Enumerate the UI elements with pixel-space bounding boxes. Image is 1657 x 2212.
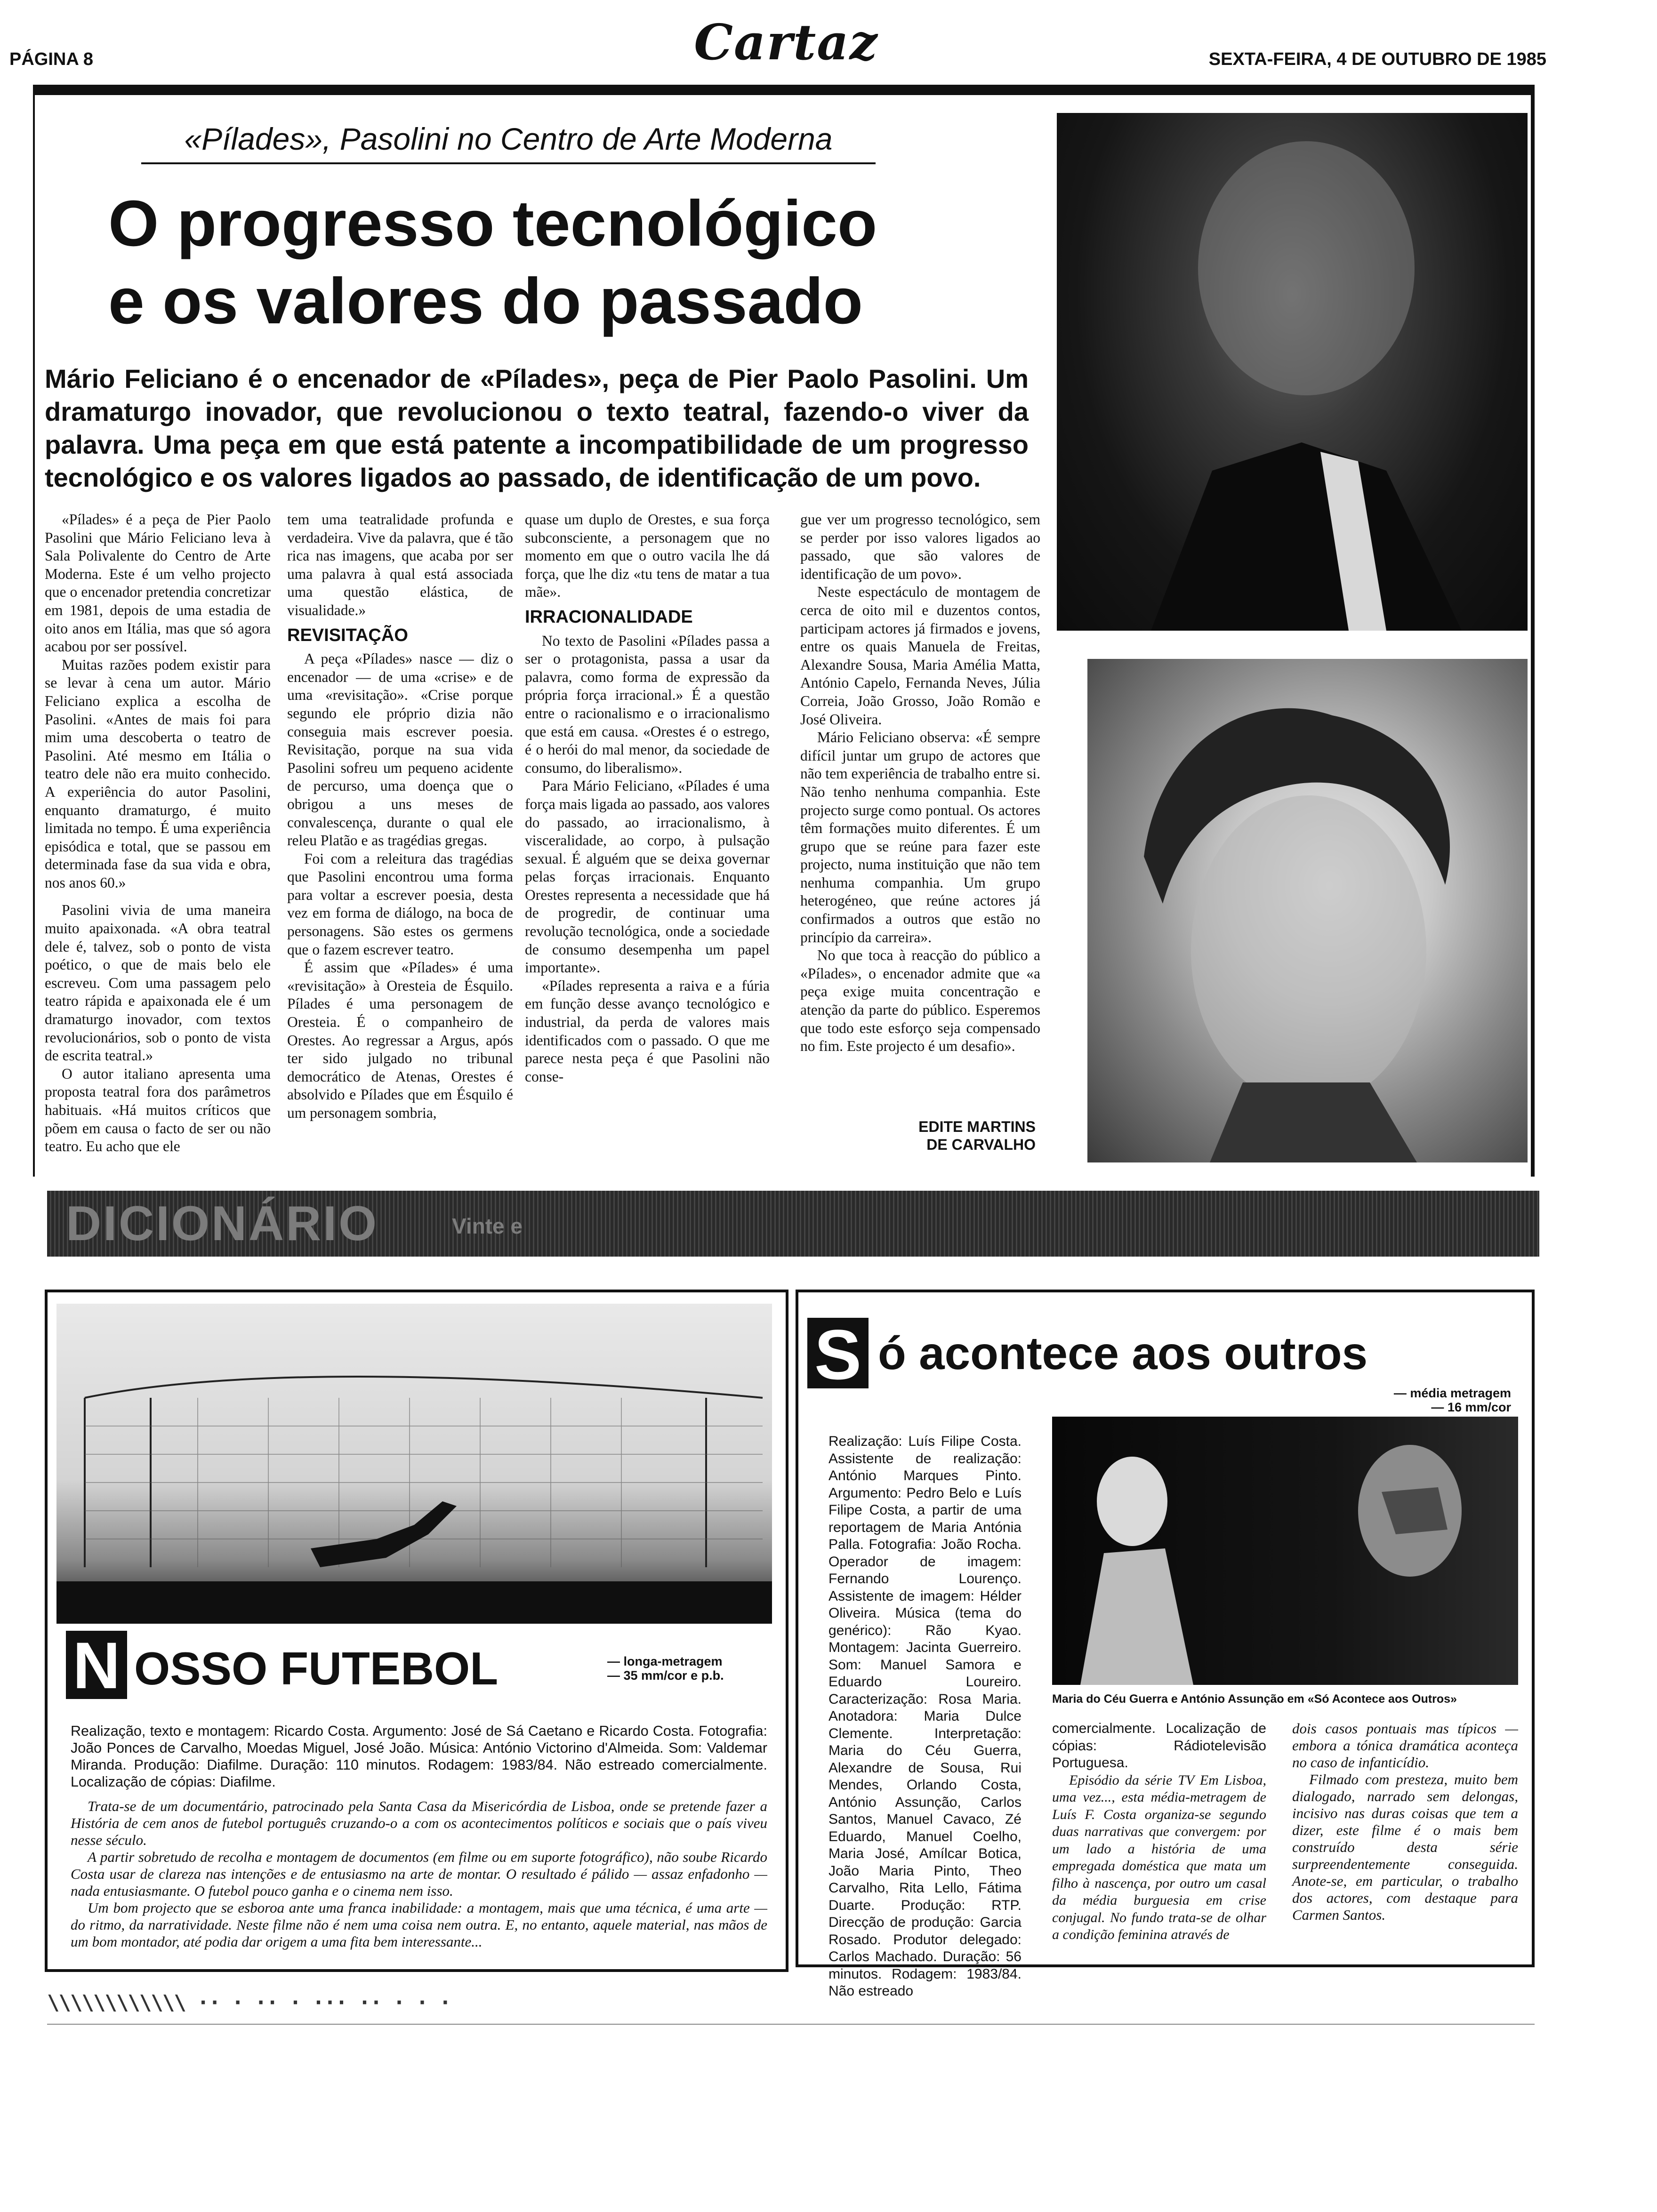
so-acontece-title: ó acontece aos outros — [878, 1327, 1368, 1379]
format-line-2: — 16 mm/cor — [1431, 1400, 1511, 1414]
paragraph: «Pílades representa a raiva e a fúria em função desse avanço tecnológico e industrial, da perda de valores mais identificados com o passado. O que me parece nesta peça é que Pasolini não conse- — [525, 977, 770, 1085]
frame-left-rule — [33, 85, 35, 1177]
paragraph: Episódio da série TV Em Lisboa, uma vez..., esta média-metragem de Luís F. Costa organiza-se segundo duas narrativas que convergem: por um lado a história de uma empregada doméstica que mata um filho à nascença, por outro um casal da média burguesia em crise conjugal. No fundo trata-se de olhar a condição feminina através de — [1052, 1772, 1266, 1942]
so-acontece-mid-column — [1052, 1720, 1266, 1944]
paragraph: comercialmente. Localização de cópias: Rádiotelevisão Portuguesa. — [1052, 1721, 1266, 1771]
headline-line-2: e os valores do passado — [108, 265, 863, 337]
byline-line-2: DE CARVALHO — [926, 1136, 1036, 1153]
so-acontece-credits: Realização: Luís Filipe Costa. Assistente de realização: António Marques Pinto. Argumento: Pedro Belo e Luís Filipe Costa, a partir de uma reportagem de Maria Antónia Palla. Fotografia: João Rocha. Operador de imagem: Fernando Lourenço. Assistente de imagem: Hélder Oliveira. Música (tema do genérico): Rão Kyao. Montagem: Jacinta Guerreiro. Som: Manuel Samora e Eduardo Loureiro. Caracterização: Rosa Maria. Anotadora: Maria Dulce Clemente. Interpretação: Maria do Céu Guerra, Alexandre de Sousa, Rui Mendes, Orlando Costa, António Assunção, Carlos Santos, Manuel Cavaco, Zé Eduardo, Manuel Coelho, Maria José, Amílcar Botica, João Maria Pinto, Theo Carvalho, Rita Lello, Fátima Duarte. Produção: RTP. Direcção de produção: Garcia Rosado. Produtor delegado: Carlos Machado. Duração: 56 minutos. Rodagem: 1983/84. Não estreado — [828, 1434, 1022, 1999]
kicker-underline — [141, 162, 876, 164]
paragraph: Neste espectáculo de montagem de cerca de oito mil e duzentos contos, participam actores já firmados e jovens, entre os quais Manuela de Freitas, Alexandre Sousa, Maria Amélia Matta, António Capelo, Fernanda Neves, Júlia Correia, João Grosso, João Romão e José Oliveira. — [800, 584, 1040, 728]
nosso-futebol-dropcap: N — [66, 1631, 127, 1699]
paragraph: Pasolini vivia de uma maneira muito apaixonada. «A obra teatral dele é, talvez, sob o ponto de vista poético, o que de mais belo ele escreveu. Com uma passagem pelo teatro rápida e apaixonada ele é um dramaturgo inovador, com textos revolucionários, sob o ponto de vista de escrita teatral.» — [45, 902, 271, 1064]
paragraph: Mário Feliciano observa: «É sempre difícil juntar um grupo de actores que não tem experiência de trabalho entre si. Não tenho nenhuma companhia. Este projecto surge como pontual. Os actores têm formações muito diferentes. É um grupo que se reúne para fazer este projecto, numa instituição que não tem nenhuma companhia. Um grupo heterogéneo, que reúne actores já confirmados a outros que estão no princípio da carreira». — [800, 729, 1040, 946]
mario-feliciano-portrait-photo — [1087, 659, 1528, 1162]
article-lead: Mário Feliciano é o encenador de «Pílades», peça de Pier Paolo Pasolini. Um dramaturgo inovador, que revolucionou o texto teatral, fazendo-o viver da palavra. Uma peça em que está patente a incompatibilidade de um progresso tecnológico e os valores ligados ao passado, de identificação de um povo. — [45, 364, 1029, 492]
so-acontece-right-column — [1292, 1720, 1518, 1923]
nosso-futebol-credits: Realização, texto e montagem: Ricardo Costa. Argumento: José de Sá Caetano e Ricardo Costa. Fotografia: João Ponces de Carvalho, Moedas Miguel, José João. Música: António Victorino d'Almeida. Som: Valdemar Miranda. Produção: Diafilme. Duração: 110 minutos. Rodagem: 1983/84. Não estreado comercialmente. Localização de cópias: Diafilme. — [71, 1723, 767, 1790]
dicionario-subtitle: Vinte e — [452, 1214, 523, 1238]
paragraph: quase um duplo de Orestes, e sua força subconsciente, a personagem que no momento em que o outro vacila lhe dá força, que lhe diz «tu tens de matar a tua mãe». — [525, 511, 770, 601]
paragraph: Para Mário Feliciano, «Pílades é uma força mais ligada ao passado, aos valores do passado, ao irracionalismo, à visceralidade, ao corpo, à pulsação sexual. É alguém que se deixa governar pelas forças irracionais. Enquanto Orestes representa a necessidade que há de progredir, de continuar uma revolução tecnológica, onde a sociedade de consumo desempenha um papel importante». — [525, 777, 770, 976]
article-column-1 — [45, 511, 271, 1156]
paragraph: «Pílades» é a peça de Pier Paolo Pasolini que Mário Feliciano leva à Sala Polivalente do Centro de Arte Moderna. Este é um velho projecto que o encenador pretendia concretizar em 1981, depois de uma estadia de oito anos em Itália, mas que só agora acabou por ser possível. — [45, 511, 271, 655]
paragraph: tem uma teatralidade profunda e verdadeira. Vive da palavra, que é tão rica nas imagens, que acaba por ser uma palavra à qual está associada uma questão elástica, de visualidade.» — [287, 511, 513, 618]
paragraph: No que toca à reacção do público a «Pílades», o encenador admite que «a peça exige muita concentração e atenção da parte do público. Esperemos que todo este esforço seja compensado no fim. Este projecto é um desafio». — [800, 947, 1040, 1055]
footer-rule — [47, 2024, 1535, 2025]
dicionario-banner — [47, 1191, 1539, 1257]
paragraph: A partir sobretudo de recolha e montagem de documentos (em filme ou em suporte fotográfico), não soube Ricardo Costa usar de clareza nas intenções e de entusiasmo na arte de montar. O resultado é pálido — assaz enfadonho — nada entusiasmante. O futebol pouco ganha e o cinema nem isso. — [71, 1849, 767, 1899]
paragraph: No texto de Pasolini «Pílades passa a ser o protagonista, passa a usar da palavra, como forma de expressão da própria força irracional.» É a questão entre o racionalismo e o irracionalismo que está em causa. «Orestes é o estrego, é o herói do mal menor, da sociedade de consumo, do liberalismo». — [525, 632, 770, 776]
section-heading-irracionalidade: IRRACIONALIDADE — [525, 607, 693, 627]
paragraph: Trata-se de um documentário, patrocinado pela Santa Casa da Misericórdia de Lisboa, onde se pretende fazer a História de cem anos de futebol português cruzando-o a com os acontecimentos políticos e sociais que o país viveu nesse século. — [71, 1798, 767, 1848]
paragraph: Foi com a releitura das tragédias que Pasolini encontrou uma forma para voltar a escrever poesia, desta vez em forma de diálogo, na boca de personagens. São estes os germens que o fazem escrever teatro. — [287, 850, 513, 958]
paragraph: O autor italiano apresenta uma proposta teatral fora dos parâmetros habituais. «Há muitos críticos que põem em causa o facto de ser ou não teatro. Eu acho que ele — [45, 1065, 271, 1155]
so-acontece-format — [1342, 1386, 1511, 1414]
headline-line-1: O progresso tecnológico — [108, 187, 877, 260]
film-still-caption: Maria do Céu Guerra e António Assunção em «Só Acontece aos Outros» — [1052, 1692, 1457, 1706]
paragraph: dois casos pontuais mas típicos — embora a tónica dramática aconteça no caso de infanticídio. — [1292, 1720, 1518, 1771]
dicionario-title: DICIONÁRIO — [66, 1196, 378, 1251]
article-column-3 — [525, 511, 770, 1086]
scan-strip: \\\\\\\\\\\\ ·· · ·· · ··· ·· · · · — [47, 1991, 451, 2015]
nosso-futebol-format — [607, 1654, 748, 1683]
frame-right-rule — [1531, 85, 1535, 1177]
byline-line-1: EDITE MARTINS — [918, 1118, 1036, 1135]
byline — [824, 1118, 1036, 1154]
page-number: PÁGINA 8 — [9, 49, 94, 69]
pasolini-portrait-photo — [1057, 113, 1528, 631]
format-line-1: — média metragem — [1393, 1386, 1511, 1400]
format-line-2: — 35 mm/cor e p.b. — [607, 1668, 724, 1683]
format-line-1: — longa-metragem — [607, 1654, 723, 1668]
paragraph: Filmado com presteza, muito bem dialogado, narrado sem delongas, incisivo nas duras coisas que tem a dizer, este filme é o mais bem construído desta série surpreendentemente conseguida. Anote-se, em particular, o trabalho dos actores, com destaque para Carmen Santos. — [1292, 1771, 1518, 1923]
paragraph: É assim que «Pílades» é uma «revisitação» à Oresteia de Ésquilo. Pílades é uma personagem de Oresteia. É o companheiro de Orestes. Ao regressar a Argus, após ter sido julgado no tribunal democrático de Atenas, Orestes é absolvido e Pílades que em Ésquilo é um personagem sombria, — [287, 959, 513, 1121]
nosso-futebol-review-text — [71, 1798, 767, 1950]
paragraph: Um bom projecto que se esboroa ante uma franca inabilidade: a montagem, mais que uma técnica, é uma arte — do ritmo, da narratividade. Neste filme não é nem uma coisa nem outra. E, no entanto, aquele material, nas mãos de um bom montador, até podia dar origem a uma fita bem interessante... — [71, 1899, 767, 1950]
masthead-logo: Cartaz — [694, 13, 878, 71]
section-heading-revisitacao: REVISITAÇÃO — [287, 625, 408, 645]
paragraph: Muitas razões podem existir para se levar à cena um autor. Mário Feliciano explica a escolha de Pasolini. «Antes de mais foi para mim uma descoberta o teatro de Pasolini. Até mesmo em Itália o teatro dele não era muito conhecido. A experiência do autor Pasolini, enquanto dramaturgo, é muito limitada no tempo. É uma experiência episódica e total, que se passou em determinada fase da sua vida e obra, nos anos 60.» — [45, 656, 271, 891]
so-acontece-dropcap: S — [807, 1318, 869, 1388]
article-column-2 — [287, 511, 513, 1122]
nosso-futebol-title: OSSO FUTEBOL — [134, 1643, 499, 1694]
article-kicker: «Pílades», Pasolini no Centro de Arte Moderna — [184, 121, 833, 156]
paragraph: gue ver um progresso tecnológico, sem se perder por isso valores ligados ao passado, que são valores de identificação de um povo». — [800, 511, 1040, 582]
paragraph: A peça «Pílades» nasce — diz o encenador — de uma «crise» e de uma «revisitação». «Crise porque segundo ele próprio dizia não conseguia mais escrever poesia. Revisitação, porque na sua vida Pasolini sofreu um pequeno acidente de percurso, uma doença que o obrigou a uns meses de convalescença, durante o qual ele releu Platão e as tragédias gregas. — [287, 650, 513, 849]
football-goal-photo — [56, 1304, 772, 1624]
so-acontece-film-still — [1052, 1417, 1518, 1685]
article-column-4 — [800, 511, 1040, 1056]
issue-date: SEXTA-FEIRA, 4 DE OUTUBRO DE 1985 — [1208, 49, 1546, 69]
top-thick-rule — [33, 85, 1535, 95]
